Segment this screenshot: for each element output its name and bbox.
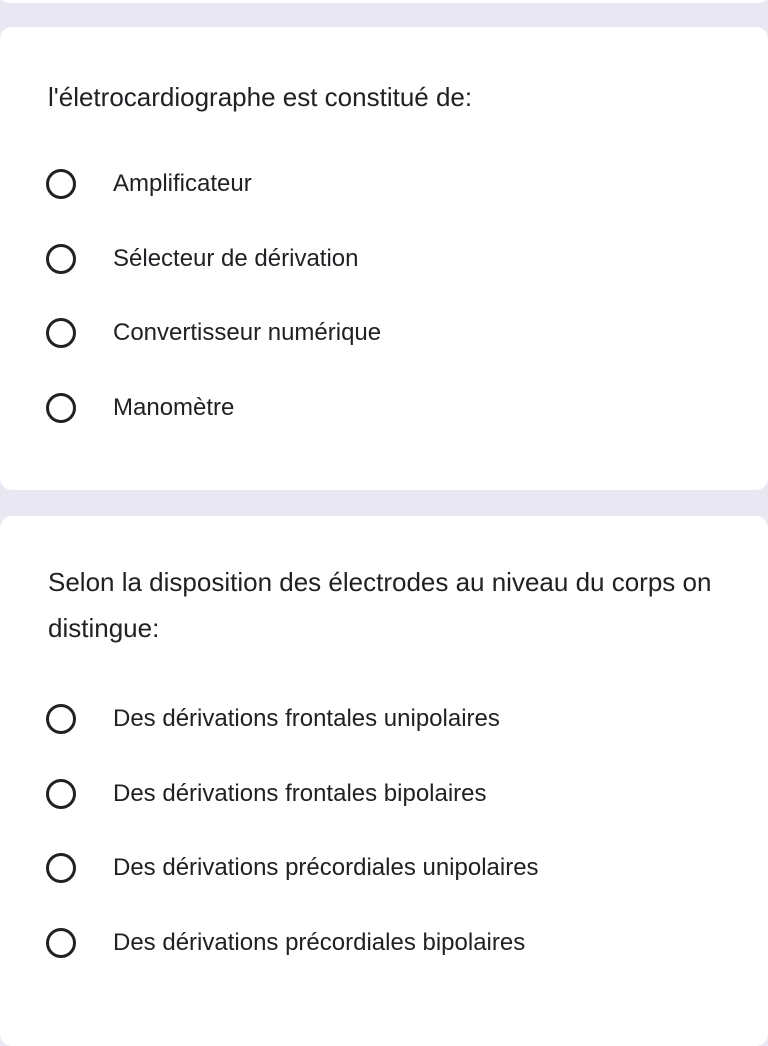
question-title-2: Selon la disposition des électrodes au niveau du corps on distingue:	[48, 567, 712, 643]
option-precordiales-bipolaires[interactable]	[46, 923, 525, 963]
option-label: Sélecteur de dérivation	[113, 245, 359, 272]
radio-button-icon[interactable]	[46, 853, 76, 883]
option-label: Des dérivations précordiales unipolaires	[113, 854, 539, 881]
option-label: Amplificateur	[113, 170, 252, 197]
radio-button-icon[interactable]	[46, 779, 76, 809]
option-amplificateur[interactable]	[46, 164, 252, 204]
radio-button-icon[interactable]	[46, 318, 76, 348]
option-label: Manomètre	[113, 394, 235, 421]
radio-button-icon[interactable]	[46, 244, 76, 274]
option-convertisseur-numerique[interactable]	[46, 313, 381, 353]
previous-question-card	[0, 0, 768, 3]
option-label: Des dérivations frontales unipolaires	[113, 705, 500, 732]
option-selecteur-de-derivation[interactable]	[46, 239, 358, 279]
option-frontales-unipolaires[interactable]	[46, 699, 500, 739]
radio-button-icon[interactable]	[46, 928, 76, 958]
question-title-1: l'életrocardiographe est constitué de:	[48, 82, 473, 112]
option-label: Des dérivations précordiales bipolaires	[113, 929, 526, 956]
option-precordiales-unipolaires[interactable]	[46, 848, 539, 888]
option-frontales-bipolaires[interactable]	[46, 774, 487, 814]
radio-button-icon[interactable]	[46, 169, 76, 199]
radio-button-icon[interactable]	[46, 393, 76, 423]
option-label: Convertisseur numérique	[113, 319, 382, 346]
radio-button-icon[interactable]	[46, 704, 76, 734]
option-label: Des dérivations frontales bipolaires	[113, 780, 487, 807]
option-manometre[interactable]	[46, 388, 234, 428]
